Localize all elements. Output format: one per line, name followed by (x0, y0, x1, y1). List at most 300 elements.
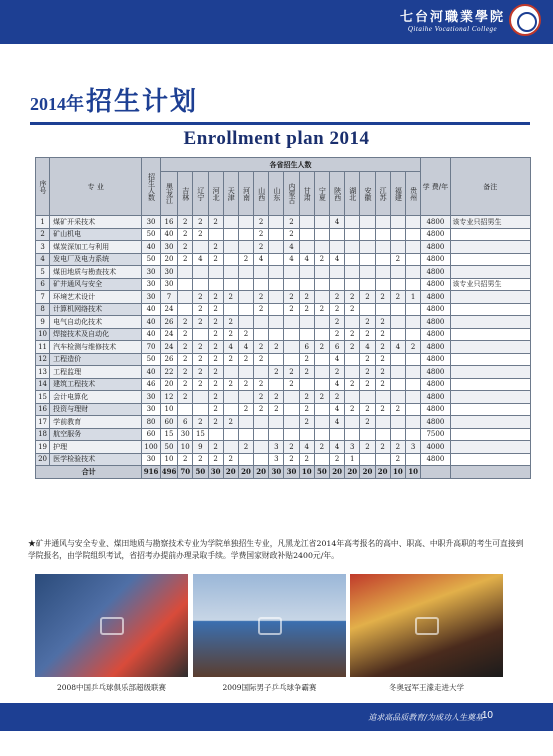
tuition-fee: 4800 (421, 378, 450, 391)
province-count: 24 (160, 341, 177, 354)
major-name: 矿井通风与安全 (50, 278, 142, 291)
header-no: 序号 (36, 158, 50, 216)
province-count (254, 453, 269, 466)
table-row (36, 241, 531, 254)
table-row (36, 366, 531, 379)
province-count (299, 316, 314, 329)
province-count: 2 (254, 303, 269, 316)
row-number: 3 (36, 241, 50, 254)
province-count: 2 (254, 241, 269, 254)
province-count (314, 328, 329, 341)
province-count (269, 291, 284, 304)
province-header: 内蒙古 (284, 172, 299, 216)
province-count (375, 241, 390, 254)
table-row (36, 341, 531, 354)
province-count (238, 453, 253, 466)
province-count: 2 (330, 391, 345, 404)
province-count (314, 291, 329, 304)
province-count (193, 241, 208, 254)
province-count: 2 (314, 391, 329, 404)
province-count (223, 441, 238, 454)
province-count: 2 (238, 441, 253, 454)
province-count: 2 (375, 403, 390, 416)
province-count: 2 (299, 353, 314, 366)
page-title (30, 88, 198, 116)
province-count: 6 (178, 416, 193, 429)
province-count: 20 (160, 253, 177, 266)
tuition-fee: 4800 (421, 353, 450, 366)
major-name: 投资与理财 (50, 403, 142, 416)
province-count (345, 428, 360, 441)
province-count (360, 253, 375, 266)
table-row (36, 441, 531, 454)
major-name: 环境艺术设计 (50, 291, 142, 304)
enroll-count: 100 (142, 441, 160, 454)
province-count: 2 (208, 253, 223, 266)
enroll-count: 40 (142, 241, 160, 254)
province-count (178, 403, 193, 416)
total-province-count: 10 (390, 466, 405, 479)
province-count: 2 (375, 441, 390, 454)
province-count (330, 228, 345, 241)
tuition-fee: 4800 (421, 303, 450, 316)
province-count (223, 266, 238, 279)
province-count: 24 (160, 303, 177, 316)
remark (450, 303, 530, 316)
province-count: 2 (193, 291, 208, 304)
table-row (36, 228, 531, 241)
enroll-count: 46 (142, 378, 160, 391)
province-count: 3 (405, 441, 420, 454)
province-count (178, 303, 193, 316)
table-row (36, 278, 531, 291)
remark (450, 453, 530, 466)
province-count (254, 428, 269, 441)
remark (450, 228, 530, 241)
province-count (284, 416, 299, 429)
province-count: 3 (269, 441, 284, 454)
row-number: 14 (36, 378, 50, 391)
province-count: 2 (238, 253, 253, 266)
province-header: 吉林 (178, 172, 193, 216)
province-count (178, 266, 193, 279)
school-logo-icon (509, 4, 541, 36)
row-number: 12 (36, 353, 50, 366)
province-count (390, 416, 405, 429)
province-count: 2 (208, 378, 223, 391)
row-number: 9 (36, 316, 50, 329)
province-count: 2 (345, 303, 360, 316)
province-count: 2 (223, 316, 238, 329)
province-count (405, 453, 420, 466)
province-count: 2 (375, 328, 390, 341)
total-province-count: 20 (238, 466, 253, 479)
province-count (375, 303, 390, 316)
province-count (345, 266, 360, 279)
province-count: 2 (254, 403, 269, 416)
total-province-count: 496 (161, 467, 177, 477)
province-count: 2 (208, 353, 223, 366)
province-count: 2 (178, 253, 193, 266)
photo-icon (258, 617, 282, 635)
province-count: 2 (314, 441, 329, 454)
table-row (36, 266, 531, 279)
school-brand (400, 6, 505, 33)
enroll-count: 30 (142, 453, 160, 466)
province-count (223, 241, 238, 254)
school-name-en: Qitaihe Vocational College (407, 25, 498, 33)
province-count: 2 (193, 353, 208, 366)
province-count: 2 (299, 453, 314, 466)
province-count: 15 (193, 428, 208, 441)
province-count: 2 (330, 303, 345, 316)
province-count (405, 353, 420, 366)
row-number: 4 (36, 253, 50, 266)
total-province-count: 70 (178, 466, 193, 479)
province-count (238, 241, 253, 254)
province-count (360, 241, 375, 254)
province-count (238, 228, 253, 241)
remark (450, 353, 530, 366)
province-header: 山西 (254, 172, 269, 216)
province-count (314, 266, 329, 279)
remark (450, 328, 530, 341)
row-number: 13 (36, 366, 50, 379)
province-count: 2 (178, 378, 193, 391)
province-count (390, 303, 405, 316)
province-count: 2 (178, 353, 193, 366)
major-name: 汽车检测与维修技术 (50, 341, 142, 354)
province-count: 2 (178, 216, 193, 229)
province-count (405, 428, 420, 441)
province-count: 2 (178, 228, 193, 241)
major-name: 煤矿开采技术 (50, 216, 142, 229)
province-count (405, 316, 420, 329)
province-count: 2 (314, 303, 329, 316)
province-count (330, 241, 345, 254)
province-count: 2 (284, 441, 299, 454)
province-count: 2 (238, 403, 253, 416)
province-count: 2 (254, 216, 269, 229)
remark (450, 253, 530, 266)
province-count (405, 303, 420, 316)
province-count: 2 (284, 216, 299, 229)
province-count: 2 (375, 291, 390, 304)
province-count: 2 (314, 253, 329, 266)
province-count (223, 253, 238, 266)
enroll-count: 30 (142, 403, 160, 416)
province-count: 2 (330, 328, 345, 341)
province-count (345, 391, 360, 404)
province-count (405, 253, 420, 266)
tuition-fee: 4000 (421, 441, 450, 454)
province-count: 2 (254, 341, 269, 354)
province-count (269, 228, 284, 241)
province-count (193, 328, 208, 341)
province-count (360, 228, 375, 241)
province-header: 宁夏 (314, 172, 329, 216)
province-count (360, 216, 375, 229)
province-count: 2 (284, 303, 299, 316)
province-count (314, 378, 329, 391)
row-number: 1 (36, 216, 50, 229)
province-count: 30 (178, 428, 193, 441)
province-header: 河北 (208, 172, 223, 216)
province-count: 4 (330, 353, 345, 366)
province-count (390, 266, 405, 279)
row-number: 11 (36, 341, 50, 354)
row-number: 10 (36, 328, 50, 341)
remark: 该专业只招男生 (450, 216, 530, 229)
province-count (238, 416, 253, 429)
province-count (390, 391, 405, 404)
province-count (284, 278, 299, 291)
enroll-count: 40 (142, 328, 160, 341)
tuition-fee: 4800 (421, 278, 450, 291)
province-count (208, 266, 223, 279)
photo-olympic-champion-visit (350, 574, 503, 677)
province-count (254, 416, 269, 429)
province-count: 4 (299, 253, 314, 266)
province-count (269, 316, 284, 329)
province-count (390, 353, 405, 366)
province-count: 2 (223, 453, 238, 466)
province-count (284, 353, 299, 366)
major-name: 煤炭深加工与利用 (50, 241, 142, 254)
photo-caption: 2009国际男子乒乓球争霸赛 (222, 683, 317, 692)
province-count: 2 (269, 366, 284, 379)
total-province-count: 20 (345, 466, 360, 479)
tuition-fee: 4800 (421, 266, 450, 279)
total-fee-empty (421, 466, 450, 479)
province-count: 2 (208, 241, 223, 254)
province-count (299, 328, 314, 341)
major-name: 发电厂及电力系统 (50, 253, 142, 266)
province-count (284, 328, 299, 341)
province-count: 10 (160, 403, 177, 416)
province-count (223, 366, 238, 379)
province-count: 2 (208, 303, 223, 316)
photo-caption: 冬奥冠军王濛走进大学 (389, 683, 464, 692)
province-count: 2 (360, 441, 375, 454)
province-count (314, 353, 329, 366)
total-province-count: 20 (223, 466, 238, 479)
province-count: 10 (178, 441, 193, 454)
header-remark: 备注 (450, 158, 530, 216)
province-count: 2 (390, 453, 405, 466)
enroll-count: 50 (142, 353, 160, 366)
province-count: 4 (238, 341, 253, 354)
total-province-count: 10 (405, 466, 420, 479)
row-number: 15 (36, 391, 50, 404)
tuition-fee: 4800 (421, 216, 450, 229)
province-count: 2 (390, 403, 405, 416)
province-count: 4 (284, 253, 299, 266)
province-count (405, 228, 420, 241)
province-count: 2 (390, 291, 405, 304)
province-count (254, 366, 269, 379)
province-count (238, 266, 253, 279)
tuition-fee: 4800 (421, 391, 450, 404)
remark (450, 341, 530, 354)
province-count (223, 403, 238, 416)
province-count: 4 (330, 403, 345, 416)
province-count: 2 (208, 403, 223, 416)
province-count: 2 (345, 403, 360, 416)
province-header: 福建 (390, 172, 405, 216)
province-count (254, 266, 269, 279)
province-count (284, 428, 299, 441)
province-count (375, 453, 390, 466)
province-count: 2 (390, 253, 405, 266)
province-count (405, 216, 420, 229)
province-count: 15 (160, 428, 177, 441)
province-count: 2 (208, 391, 223, 404)
province-count: 26 (160, 316, 177, 329)
province-count (390, 241, 405, 254)
province-count (345, 416, 360, 429)
table-row (36, 391, 531, 404)
total-province-count: 20 (254, 466, 269, 479)
province-count (405, 366, 420, 379)
province-count: 2 (390, 441, 405, 454)
province-count (269, 328, 284, 341)
province-count (405, 328, 420, 341)
province-count: 2 (178, 316, 193, 329)
province-count (314, 366, 329, 379)
province-count: 4 (360, 341, 375, 354)
province-count: 2 (223, 416, 238, 429)
province-count: 2 (269, 341, 284, 354)
province-count (345, 228, 360, 241)
photo-table-tennis-league (35, 574, 188, 677)
province-count: 2 (299, 403, 314, 416)
province-count (375, 216, 390, 229)
province-count: 2 (360, 291, 375, 304)
province-count: 2 (330, 316, 345, 329)
province-count (345, 253, 360, 266)
province-count (375, 228, 390, 241)
province-count (390, 428, 405, 441)
province-count (178, 278, 193, 291)
province-count (254, 328, 269, 341)
province-count: 30 (160, 266, 177, 279)
province-count (314, 403, 329, 416)
province-count (223, 216, 238, 229)
enroll-count: 40 (142, 303, 160, 316)
province-header: 安徽 (360, 172, 375, 216)
table-row (36, 353, 531, 366)
province-count (238, 216, 253, 229)
province-count (284, 403, 299, 416)
province-count (238, 278, 253, 291)
major-name: 航空服务 (50, 428, 142, 441)
province-count: 2 (345, 378, 360, 391)
enroll-count: 30 (142, 266, 160, 279)
photo-icon (415, 617, 439, 635)
title-divider (30, 122, 530, 125)
province-count (405, 403, 420, 416)
province-count (375, 253, 390, 266)
province-count: 2 (314, 341, 329, 354)
province-count: 30 (160, 278, 177, 291)
enroll-count: 70 (142, 341, 160, 354)
enroll-count: 60 (142, 428, 160, 441)
province-count (193, 278, 208, 291)
province-count: 4 (330, 378, 345, 391)
province-count: 16 (160, 216, 177, 229)
province-count (254, 278, 269, 291)
total-province-count: 30 (284, 466, 299, 479)
table-body (36, 216, 531, 479)
province-count (330, 278, 345, 291)
province-header: 河南 (238, 172, 253, 216)
province-count: 2 (254, 391, 269, 404)
province-count: 30 (160, 241, 177, 254)
province-count (405, 266, 420, 279)
province-count (314, 428, 329, 441)
province-count: 2 (208, 416, 223, 429)
province-count (269, 416, 284, 429)
header-fee: 学 费/年 (421, 158, 450, 216)
province-count (299, 228, 314, 241)
total-row (36, 466, 531, 479)
row-number: 17 (36, 416, 50, 429)
province-count: 24 (160, 328, 177, 341)
province-count (269, 253, 284, 266)
major-name: 计算机网络技术 (50, 303, 142, 316)
province-count (299, 428, 314, 441)
total-label: 合计 (36, 466, 142, 479)
province-count: 2 (375, 353, 390, 366)
major-name: 电气自动化技术 (50, 316, 142, 329)
tuition-fee: 4800 (421, 453, 450, 466)
province-count (360, 391, 375, 404)
major-name: 焊接技术及自动化 (50, 328, 142, 341)
province-count (254, 316, 269, 329)
province-count: 3 (345, 441, 360, 454)
province-count: 2 (193, 378, 208, 391)
province-count (345, 353, 360, 366)
tuition-fee: 4800 (421, 416, 450, 429)
footer-slogan: 追求高品质教育/为成功人生奠基 (368, 713, 483, 722)
tuition-fee: 4800 (421, 253, 450, 266)
province-count: 2 (284, 453, 299, 466)
tuition-fee: 4800 (421, 228, 450, 241)
province-count (390, 278, 405, 291)
province-count (360, 266, 375, 279)
total-province-count: 30 (269, 466, 284, 479)
province-count: 2 (284, 378, 299, 391)
province-count: 2 (269, 391, 284, 404)
enroll-count: 30 (142, 291, 160, 304)
province-count (345, 216, 360, 229)
province-count (299, 378, 314, 391)
province-count (208, 228, 223, 241)
province-count (269, 428, 284, 441)
province-count (269, 353, 284, 366)
remark (450, 441, 530, 454)
province-count (360, 428, 375, 441)
province-count: 2 (284, 228, 299, 241)
province-count (390, 366, 405, 379)
province-count (314, 278, 329, 291)
province-count: 4 (193, 253, 208, 266)
province-count: 2 (299, 303, 314, 316)
province-header: 湖北 (345, 172, 360, 216)
row-number: 16 (36, 403, 50, 416)
province-header: 辽宁 (193, 172, 208, 216)
